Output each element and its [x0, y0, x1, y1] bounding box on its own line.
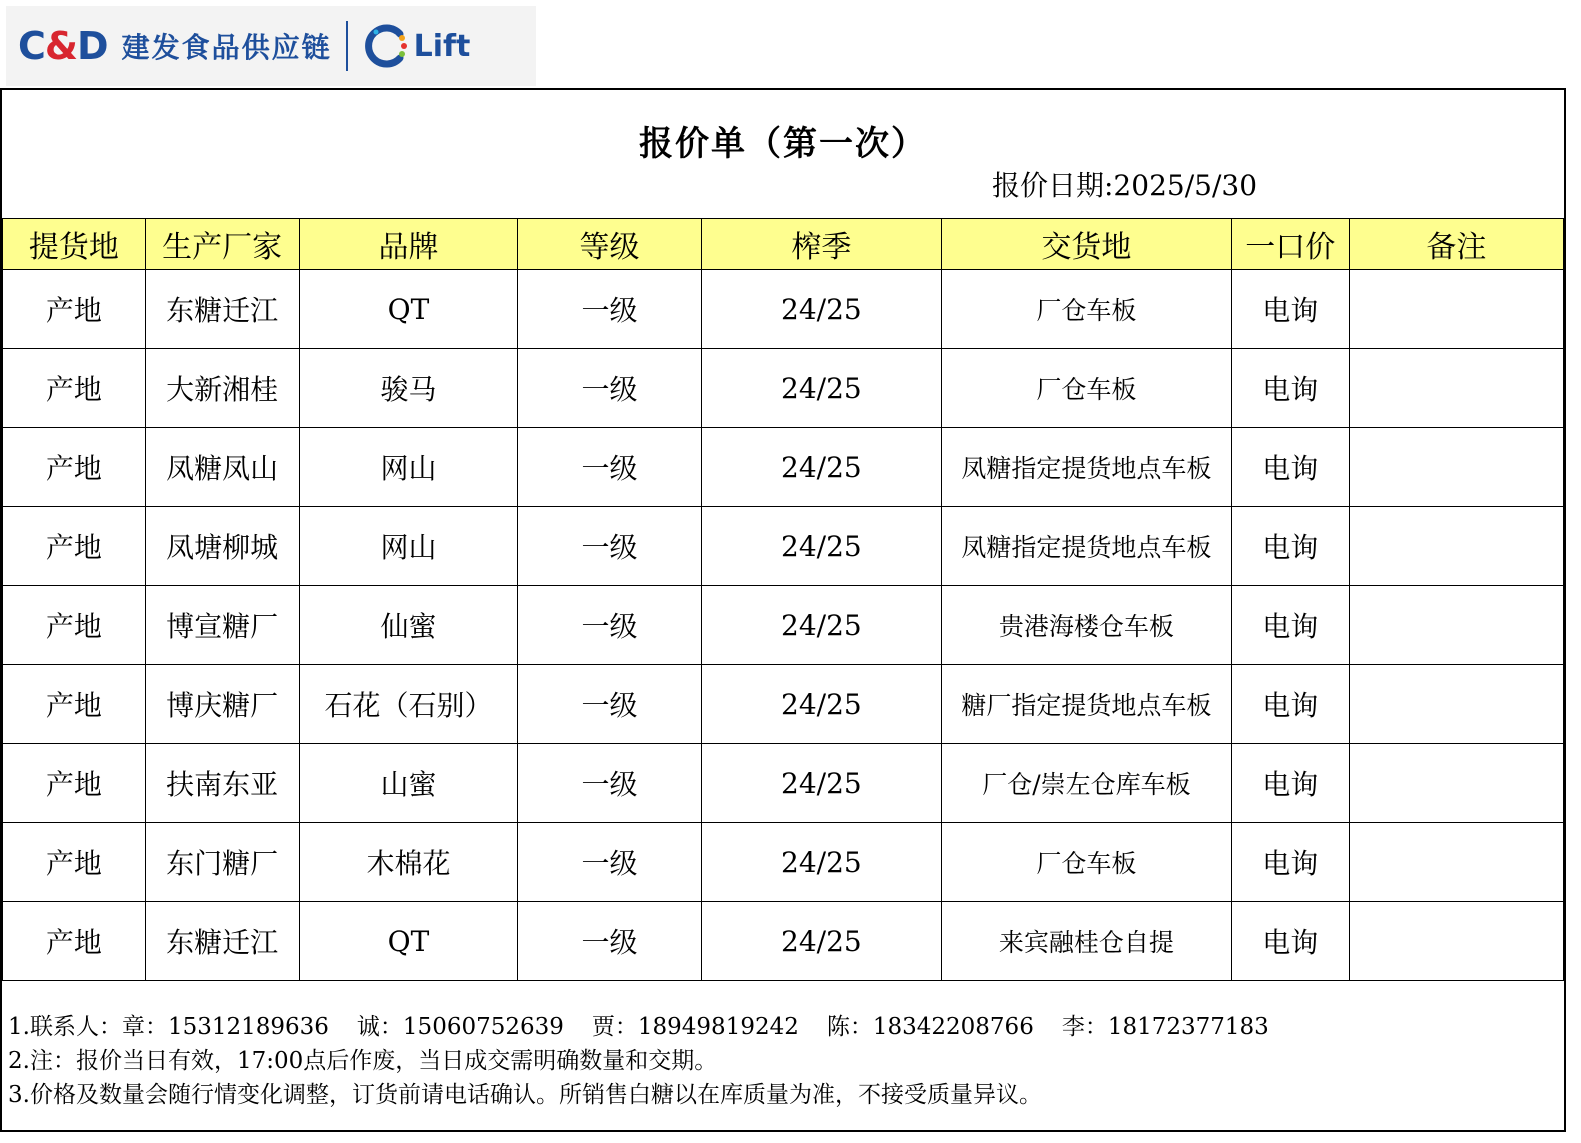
cell-grade: 一级: [518, 665, 701, 744]
cell-delivery: 凤糖指定提货地点车板: [942, 507, 1232, 586]
cell-grade: 一级: [518, 507, 701, 586]
cell-grade: 一级: [518, 428, 701, 507]
cell-pickup: 产地: [3, 270, 146, 349]
cell-delivery: 贵港海楼仓车板: [942, 586, 1232, 665]
cell-brand: 仙蜜: [299, 586, 518, 665]
cell-grade: 一级: [518, 349, 701, 428]
cell-brand: 网山: [299, 507, 518, 586]
cell-season: 24/25: [701, 507, 941, 586]
header-brand: 品牌: [299, 219, 518, 270]
cell-brand: 石花（石别）: [299, 665, 518, 744]
table-row: [3, 665, 1564, 744]
cell-brand: QT: [299, 902, 518, 981]
table-row: [3, 349, 1564, 428]
cell-pickup: 产地: [3, 507, 146, 586]
price-table: [2, 218, 1564, 981]
cell-remark: [1349, 349, 1563, 428]
cell-manufacturer: 扶南东亚: [145, 744, 299, 823]
cell-pickup: 产地: [3, 586, 146, 665]
cell-season: 24/25: [701, 270, 941, 349]
cell-price: 电询: [1231, 823, 1349, 902]
cell-delivery: 凤糖指定提货地点车板: [942, 428, 1232, 507]
cell-price: 电询: [1231, 507, 1349, 586]
cell-season: 24/25: [701, 665, 941, 744]
cell-season: 24/25: [701, 823, 941, 902]
contact-jia: 贾：18949819242: [591, 1014, 799, 1040]
table-row: [3, 270, 1564, 349]
cell-remark: [1349, 270, 1563, 349]
contact-li: 李：18172377183: [1061, 1014, 1269, 1040]
cell-price: 电询: [1231, 665, 1349, 744]
cell-pickup: 产地: [3, 744, 146, 823]
header-manufacturer: 生产厂家: [145, 219, 299, 270]
cell-pickup: 产地: [3, 349, 146, 428]
cell-manufacturer: 东门糖厂: [145, 823, 299, 902]
cell-price: 电询: [1231, 902, 1349, 981]
contacts-line: [8, 1010, 1297, 1044]
table-row: [3, 586, 1564, 665]
contacts-label: 1.联系人：: [8, 1014, 122, 1040]
table-row: [3, 902, 1564, 981]
header-season: 榨季: [701, 219, 941, 270]
table-row: [3, 744, 1564, 823]
table-header-row: [3, 219, 1564, 270]
lift-logo-icon: [362, 22, 410, 70]
cell-price: 电询: [1231, 586, 1349, 665]
table-row: [3, 823, 1564, 902]
brand-name: 建发食品供应链: [121, 31, 332, 64]
cell-manufacturer: 东糖迁江: [145, 270, 299, 349]
table-row: [3, 507, 1564, 586]
cell-grade: 一级: [518, 902, 701, 981]
cell-pickup: 产地: [3, 823, 146, 902]
logo-divider: [346, 21, 348, 71]
note-validity: 2.注：报价当日有效，17:00点后作废，当日成交需明确数量和交期。: [8, 1048, 718, 1074]
cell-grade: 一级: [518, 744, 701, 823]
header-grade: 等级: [518, 219, 701, 270]
cell-manufacturer: 博宣糖厂: [145, 586, 299, 665]
cell-grade: 一级: [518, 270, 701, 349]
table-row: [3, 428, 1564, 507]
lift-logo-text: Lift: [413, 28, 471, 64]
header-remark: 备注: [1349, 219, 1563, 270]
cell-pickup: 产地: [3, 902, 146, 981]
cell-grade: 一级: [518, 586, 701, 665]
cell-season: 24/25: [701, 349, 941, 428]
cell-remark: [1349, 744, 1563, 823]
cell-manufacturer: 大新湘桂: [145, 349, 299, 428]
cell-delivery: 厂仓车板: [942, 349, 1232, 428]
cell-remark: [1349, 428, 1563, 507]
cell-remark: [1349, 586, 1563, 665]
cell-pickup: 产地: [3, 665, 146, 744]
contact-chen: 陈：18342208766: [826, 1014, 1034, 1040]
cell-delivery: 厂仓车板: [942, 823, 1232, 902]
cd-logo: C&D: [18, 24, 108, 68]
page-title: 报价单（第一次）: [639, 124, 927, 164]
cell-season: 24/25: [701, 586, 941, 665]
cell-delivery: 糖厂指定提货地点车板: [942, 665, 1232, 744]
cell-delivery: 来宾融桂仓自提: [942, 902, 1232, 981]
cell-season: 24/25: [701, 428, 941, 507]
header-price: 一口价: [1231, 219, 1349, 270]
cell-pickup: 产地: [3, 428, 146, 507]
contact-zhang: 章：15312189636: [121, 1014, 329, 1040]
header-pickup: 提货地: [3, 219, 146, 270]
cell-grade: 一级: [518, 823, 701, 902]
cell-brand: 木棉花: [299, 823, 518, 902]
cell-remark: [1349, 507, 1563, 586]
note-price-change: 3.价格及数量会随行情变化调整，订货前请电话确认。所销售白糖以在库质量为准，不接受质量异议。: [8, 1082, 1042, 1108]
cell-manufacturer: 凤糖凤山: [145, 428, 299, 507]
cell-price: 电询: [1231, 349, 1349, 428]
cell-price: 电询: [1231, 744, 1349, 823]
quote-sheet: [0, 88, 1566, 1132]
notes: [8, 1010, 1297, 1112]
cell-price: 电询: [1231, 428, 1349, 507]
cell-price: 电询: [1231, 270, 1349, 349]
header-delivery: 交货地: [942, 219, 1232, 270]
cell-manufacturer: 东糖迁江: [145, 902, 299, 981]
cell-manufacturer: 博庆糖厂: [145, 665, 299, 744]
cell-season: 24/25: [701, 902, 941, 981]
cell-brand: 骏马: [299, 349, 518, 428]
cell-season: 24/25: [701, 744, 941, 823]
cell-delivery: 厂仓车板: [942, 270, 1232, 349]
cell-brand: QT: [299, 270, 518, 349]
cell-remark: [1349, 665, 1563, 744]
cell-brand: 山蜜: [299, 744, 518, 823]
contact-cheng: 诚：15060752639: [356, 1014, 564, 1040]
logo-bar: [6, 6, 536, 86]
cell-delivery: 厂仓/崇左仓库车板: [942, 744, 1232, 823]
cell-brand: 网山: [299, 428, 518, 507]
cell-manufacturer: 凤塘柳城: [145, 507, 299, 586]
cell-remark: [1349, 823, 1563, 902]
quote-date: 报价日期:2025/5/30: [992, 169, 1258, 202]
cell-remark: [1349, 902, 1563, 981]
